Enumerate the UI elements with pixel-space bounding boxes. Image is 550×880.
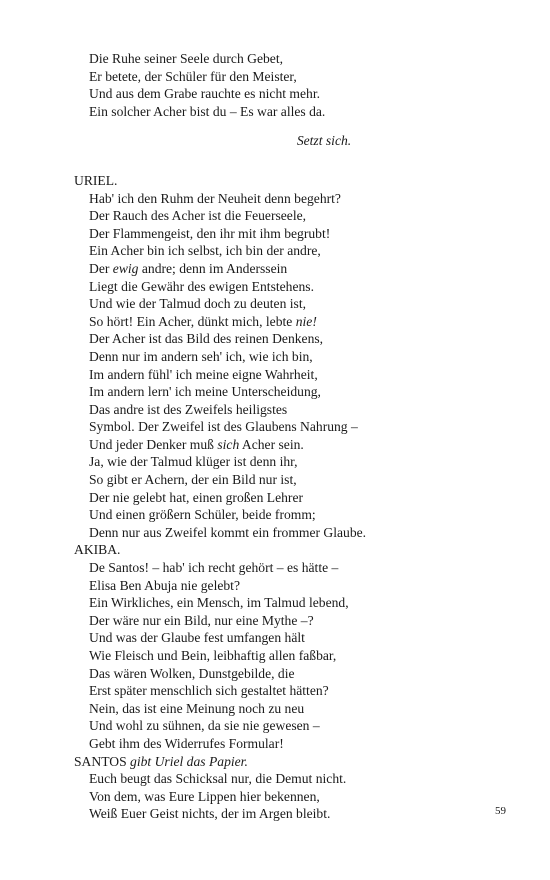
verse-text: So hört! Ein Acher, dünkt mich, lebte — [89, 313, 296, 329]
verse-line — [74, 436, 474, 454]
verse-line: Das wären Wolken, Dunstgebilde, die — [89, 665, 295, 681]
verse-line: Ein solcher Acher bist du – Es war alles da. — [89, 103, 326, 119]
verse-text: Der Flammengeist, den ihr mit ihm begrubt! — [89, 225, 331, 241]
santos-lines — [74, 770, 474, 823]
verse-line — [74, 278, 474, 296]
verse-line — [74, 313, 474, 331]
uriel-speech — [74, 172, 474, 541]
verse-line: Erst später menschlich sich gestaltet hätten? — [89, 683, 329, 699]
verse-line: Gebt ihm des Widerrufes Formular! — [89, 735, 284, 751]
stage-direction: Setzt sich. — [296, 133, 352, 149]
verse-text: Der Rauch des Acher ist die Feuerseele, — [89, 208, 307, 224]
verse-text: Symbol. Der Zweifel ist des Glaubens Nahrung – — [89, 419, 358, 435]
verse-line: Elisa Ben Abuja nie gelebt? — [89, 577, 240, 593]
verse-line: Und wohl zu sühnen, da sie nie gewesen – — [89, 718, 320, 734]
verse-line — [74, 383, 474, 401]
verse-line — [74, 348, 474, 366]
emphasis-text: nie! — [295, 313, 317, 329]
verse-text: andre; denn im Anderssein — [138, 260, 288, 276]
verse-line: Er betete, der Schüler für den Meister, — [89, 68, 297, 84]
verse-line — [74, 506, 474, 524]
santos-speech — [74, 753, 474, 823]
verse-line: Euch beugt das Schicksal nur, die Demut nicht. — [89, 771, 347, 787]
verse-text: Denn nur im andern seh' ich, wie ich bin, — [89, 348, 313, 364]
verse-line — [74, 401, 474, 419]
verse-text: Acher sein. — [239, 436, 304, 452]
verse-text: Ein Acher bin ich selbst, ich bin der andre, — [89, 243, 321, 259]
verse-text: Im andern lern' ich meine Unterscheidung, — [89, 384, 321, 400]
verse-line: Und was der Glaube fest umfangen hält — [89, 630, 305, 646]
verse-line — [74, 330, 474, 348]
verse-line — [74, 207, 474, 225]
verse-text: Liegt die Gewähr des ewigen Entstehens. — [89, 278, 314, 294]
verse-text: Der — [89, 260, 113, 276]
verse-line: Die Ruhe seiner Seele durch Gebet, — [89, 51, 284, 66]
verse-line — [74, 295, 474, 313]
verse-line — [74, 260, 474, 278]
verse-line: Nein, das ist eine Meinung noch zu neu — [89, 700, 305, 716]
verse-line — [74, 225, 474, 243]
page-number: 59 — [495, 805, 506, 817]
verse-text: Und jeder Denker muß — [89, 436, 218, 452]
verse-line — [74, 418, 474, 436]
verse-line — [74, 242, 474, 260]
emphasis-text: ewig — [112, 260, 139, 276]
verse-text: Der Acher ist das Bild des reinen Denkens, — [89, 331, 324, 347]
emphasis-text: sich — [217, 436, 240, 452]
verse-line: Und aus dem Grabe rauchte es nicht mehr. — [89, 86, 321, 102]
verse-line — [74, 471, 474, 489]
verse-line — [74, 190, 474, 208]
play-text — [74, 50, 474, 823]
verse-text: Im andern fühl' ich meine eigne Wahrheit, — [89, 366, 318, 382]
verse-text: Der nie gelebt hat, einen großen Lehrer — [89, 489, 304, 505]
speaker-name: AKIBA. — [74, 542, 121, 558]
speaker-name: SANTOS — [74, 753, 127, 769]
uriel-lines — [74, 190, 474, 542]
speaker-heading — [74, 753, 474, 771]
verse-line: De Santos! – hab' ich recht gehört – es hätte – — [89, 560, 339, 576]
verse-line — [74, 524, 474, 542]
verse-line: Der wäre nur ein Bild, nur eine Mythe –? — [89, 612, 314, 628]
verse-line: Weiß Euer Geist nichts, der im Argen bleibt. — [89, 806, 331, 822]
verse-text: Und wie der Talmud doch zu deuten ist, — [89, 296, 307, 312]
verse-text: Hab' ich den Ruhm der Neuheit denn begehrt? — [89, 190, 341, 206]
speaker-name: URIEL. — [74, 172, 118, 188]
verse-text: Und einen größern Schüler, beide fromm; — [89, 507, 316, 523]
verse-text: Ja, wie der Talmud klüger ist denn ihr, — [89, 454, 298, 470]
verse-line: Ein Wirkliches, ein Mensch, im Talmud lebend, — [89, 595, 349, 611]
opening-verse — [74, 50, 474, 120]
verse-line — [74, 366, 474, 384]
akiba-speech — [74, 541, 474, 752]
verse-text: Denn nur aus Zweifel kommt ein frommer Glaube. — [89, 524, 367, 540]
akiba-lines — [74, 559, 474, 753]
verse-line: Von dem, was Eure Lippen hier bekennen, — [89, 788, 320, 804]
verse-text: So gibt er Achern, der ein Bild nur ist, — [89, 472, 297, 488]
speaker-direction: gibt Uriel das Papier. — [130, 753, 248, 769]
verse-line — [74, 453, 474, 471]
verse-line: Wie Fleisch und Bein, leibhaftig allen faßbar, — [89, 648, 337, 663]
verse-line — [74, 489, 474, 507]
verse-text: Das andre ist des Zweifels heiligstes — [89, 401, 288, 417]
